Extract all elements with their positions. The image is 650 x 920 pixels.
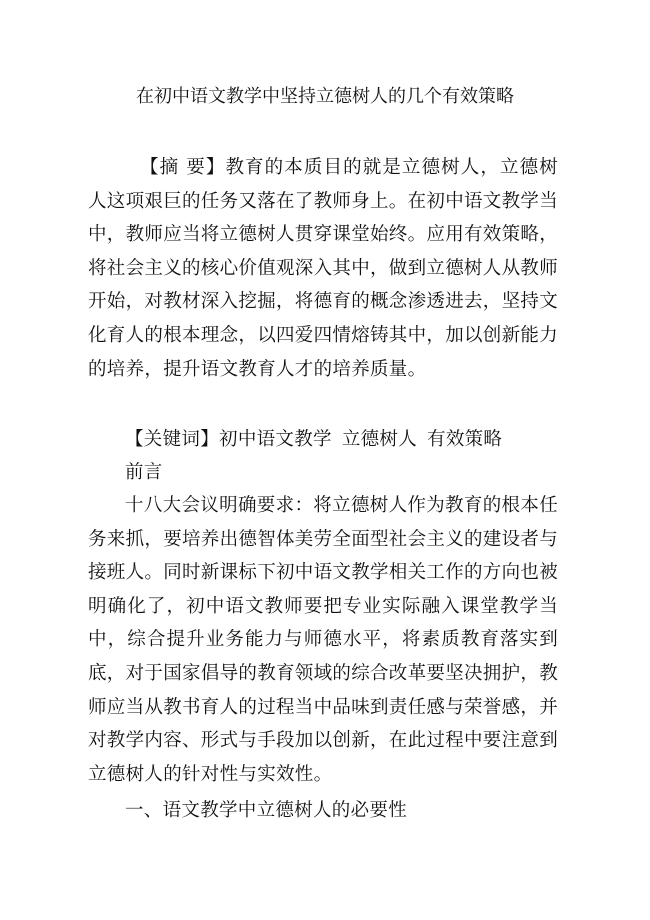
keywords-line — [88, 423, 558, 457]
abstract-paragraph — [88, 151, 558, 386]
keyword-item: 初中语文教学 — [219, 429, 332, 450]
abstract-text: 教育的本质目的就是立德树人，立德树人这项艰巨的任务又落在了教师身上。在初中语文教学当中，教师应当将立德树人贯穿课堂始终。应用有效策略，将社会主义的核心价值观深入其中，做到立德树人从教师开始，对教材深入挖掘，将德育的概念渗透进去，坚持文化育人的根本理念，以四爱四情熔铸其中，加以创新能力的培养，提升语文教育人才的培养质量。 — [88, 157, 559, 380]
preface-heading: 前言 — [125, 462, 163, 483]
keywords-label: 【关键词】 — [125, 429, 220, 450]
document-title: 在初中语文教学中坚持立德树人的几个有效策略 — [136, 86, 514, 107]
preface-paragraph: 十八大会议明确要求：将立德树人作为教育的根本任务来抓，要培养出德智体美劳全面型社会主义的建设者与接班人。同时新课标下初中语文教学相关工作的方向也被明确化了，初中语文教师要把专业实际融入课堂教学当中，综合提升业务能力与师德水平，将素质教育落实到底，对于国家倡导的教育领域的综合改革要坚决拥护，教师应当从教书育人的过程当中品味到责任感与荣誉感，并对教学内容、形式与手段加以创新，在此过程中要注意到立德树人的针对性与实效性。 — [88, 495, 559, 785]
abstract-label: 【摘 要】 — [140, 157, 226, 178]
keyword-item: 有效策略 — [427, 429, 503, 450]
section-heading: 一、语文教学中立德树人的必要性 — [125, 800, 408, 821]
keyword-item: 立德树人 — [341, 429, 418, 450]
